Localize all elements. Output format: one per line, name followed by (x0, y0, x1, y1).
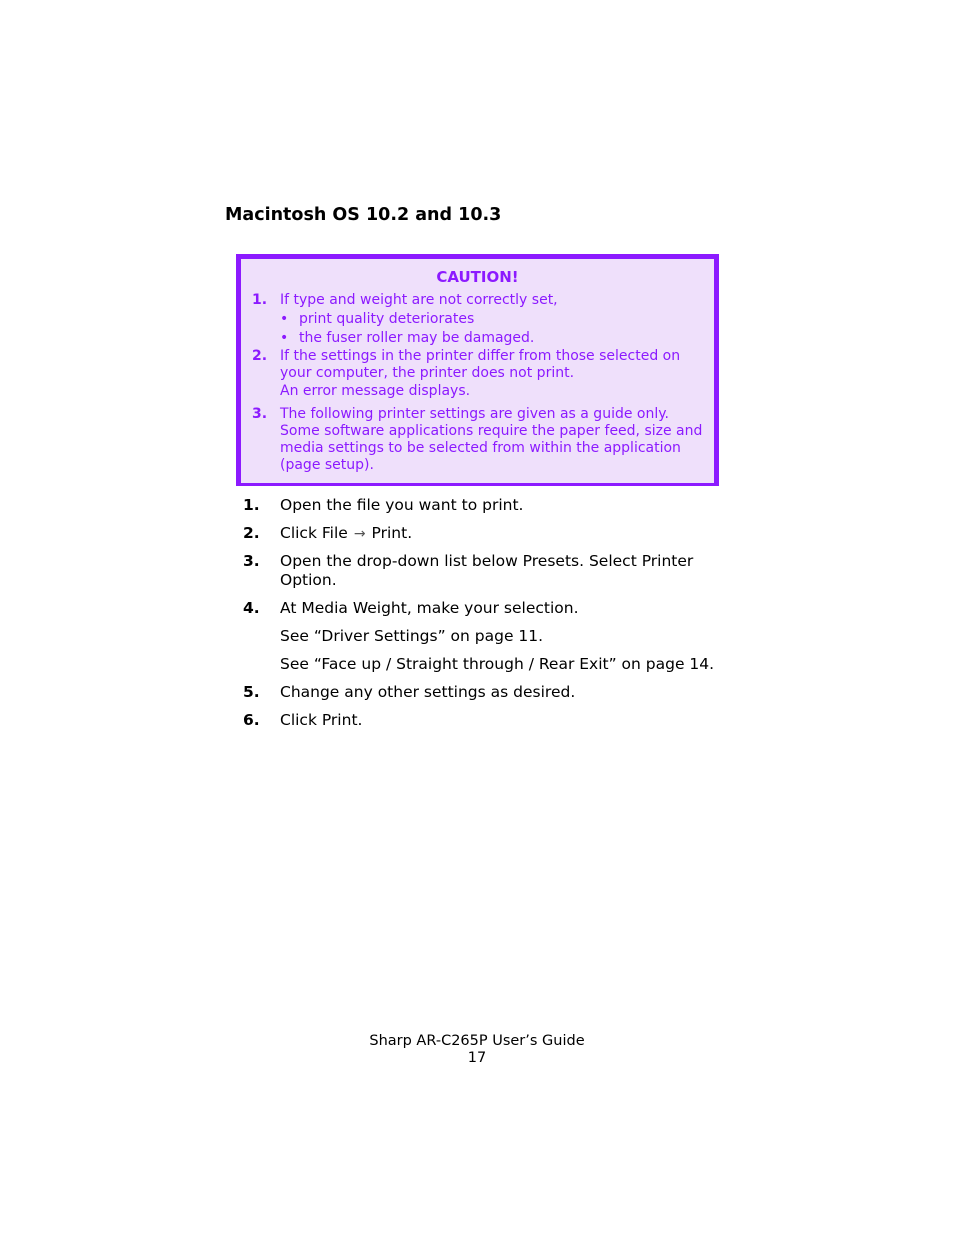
step-text-part: Print. (371, 524, 413, 542)
step-text: Option. (280, 571, 337, 589)
caution-box (236, 254, 719, 488)
caution-bullet-text: the fuser roller may be damaged. (299, 330, 535, 346)
caution-item-text: Some software applications require the paper feed, size and (280, 423, 703, 439)
caution-item-text: The following printer settings are given as a guide only. (280, 406, 669, 422)
caution-title: CAUTION! (436, 268, 519, 286)
step-number: 5. (243, 683, 260, 701)
step-number: 4. (243, 599, 260, 617)
step-text: Open the drop-down list below Presets. Select Printer (280, 552, 694, 570)
caution-item-text: An error message displays. (280, 383, 471, 399)
step-text: Open the file you want to print. (280, 496, 524, 514)
cross-reference: See “Face up / Straight through / Rear Exit” on page 14. (280, 655, 715, 673)
caution-item-number: 1. (252, 292, 268, 308)
step-text: Change any other settings as desired. (280, 683, 576, 701)
footer-page-number: 17 (467, 1050, 487, 1066)
step-number: 3. (243, 552, 260, 570)
caution-item-text: If type and weight are not correctly set, (280, 292, 558, 308)
footer-guide-title: Sharp AR-C265P User’s Guide (369, 1033, 585, 1049)
caution-item-number: 2. (252, 348, 268, 364)
step-text (280, 523, 740, 544)
step-text: Click Print. (280, 711, 363, 729)
arrow-right-icon: → (353, 526, 366, 542)
cross-reference: See “Driver Settings” on page 11. (280, 627, 544, 645)
bullet-icon: • (280, 330, 289, 346)
step-text: At Media Weight, make your selection. (280, 599, 579, 617)
caution-item-text: (page setup). (280, 457, 374, 473)
caution-item-number: 3. (252, 406, 268, 422)
caution-item-text: your computer, the printer does not print. (280, 365, 575, 381)
caution-bullet-text: print quality deteriorates (299, 311, 475, 327)
step-number: 6. (243, 711, 260, 729)
step-number: 1. (243, 496, 260, 514)
bullet-icon: • (280, 311, 289, 327)
section-heading: Macintosh OS 10.2 and 10.3 (225, 205, 502, 225)
caution-item-text: If the settings in the printer differ from those selected on (280, 348, 681, 364)
step-number: 2. (243, 524, 260, 542)
caution-item-text: media settings to be selected from within the application (280, 440, 681, 456)
step-text-part: Click File (280, 524, 348, 542)
